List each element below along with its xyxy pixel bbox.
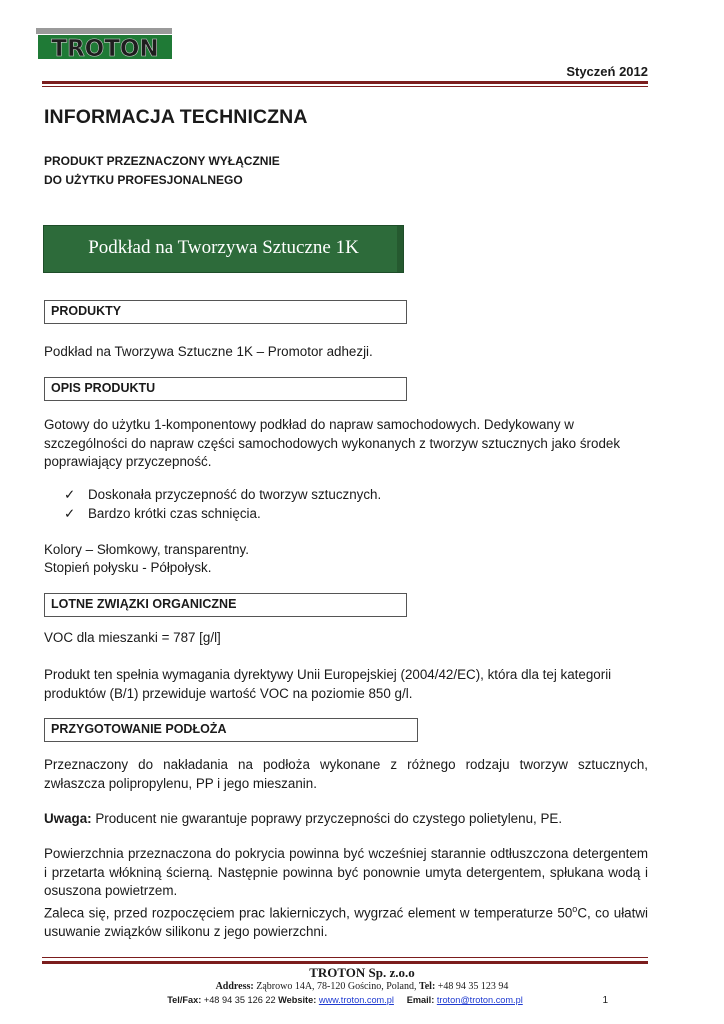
footer-address bbox=[0, 981, 724, 992]
header-rule-thin bbox=[42, 86, 648, 87]
colors-text: Kolory – Słomkowy, transparentny. bbox=[44, 542, 249, 557]
troton-logo bbox=[36, 26, 176, 62]
pro-note-line-1: PRODUKT PRZEZNACZONY WYŁĄCZNIE bbox=[44, 154, 280, 168]
section-heading-opis-produktu: OPIS PRODUKTU bbox=[44, 377, 407, 401]
page-number: 1 bbox=[602, 995, 608, 1006]
troton-logo-graphic bbox=[36, 26, 176, 62]
voc-text: Produkt ten spełnia wymagania dyrektywy Unii Europejskiej (2004/42/EC), która dla tej kategorii produktów (B/1) przewiduje wartość VOC na poziomie 850 g/l. bbox=[44, 667, 612, 701]
email-label: Email: bbox=[406, 995, 435, 1005]
podloze-text-2: Powierzchnia przeznaczona do pokrycia powinna być wcześniej starannie odtłuszczona detergentem i przetarta włókniną ścierną. Następnie powinna być ponownie umyta detergentem, spłukana wodą i osuszona powietrzem. bbox=[44, 846, 648, 899]
feature-text: Doskonała przyczepność do tworzyw sztucznych. bbox=[88, 487, 382, 502]
podloze-text-3b: C, co ułatwi usuwanie związków silikonu z jego powierzchni. bbox=[44, 905, 648, 940]
list-item bbox=[64, 505, 624, 524]
section-heading-voc: LOTNE ZWIĄZKI ORGANICZNE bbox=[44, 593, 407, 617]
podloze-text-3 bbox=[44, 900, 648, 942]
warning-text: Producent nie gwarantuje poprawy przyczepności do czystego polietylenu, PE. bbox=[91, 811, 563, 826]
website-link[interactable]: www.troton.com.pl bbox=[318, 995, 394, 1005]
telfax-label: Tel/Fax: bbox=[167, 995, 202, 1005]
podloze-text-1: Przeznaczony do nakładania na podłoża wykonane z różnego rodzaju tworzyw sztucznych, zwłaszcza polipropylenu, PP i jego mieszanin. bbox=[44, 757, 648, 791]
product-name-banner bbox=[43, 225, 404, 273]
footer-contact bbox=[0, 995, 690, 1005]
section-heading-produkty: PRODUKTY bbox=[44, 300, 407, 324]
voc-mix-text: VOC dla mieszanki = 787 [g/l] bbox=[44, 630, 221, 645]
warning-label: Uwaga: bbox=[44, 811, 92, 826]
telfax-value: +48 94 35 126 22 bbox=[201, 995, 279, 1005]
degree-sup: o bbox=[572, 904, 578, 914]
footer-rule-thin bbox=[42, 957, 648, 958]
header-rule-thick bbox=[42, 81, 648, 84]
podloze-text-3a: Zaleca się, przed rozpoczęciem prac lakierniczych, wygrzać element w temperaturze 50 bbox=[44, 905, 573, 921]
email-link[interactable]: troton@troton.com.pl bbox=[436, 995, 523, 1005]
footer-company: TROTON Sp. z.o.o bbox=[309, 965, 415, 980]
address-label: Address: bbox=[215, 981, 254, 992]
pro-note-line-2: DO UŻYTKU PROFESJONALNEGO bbox=[44, 173, 243, 187]
checkmark-icon: ✓ bbox=[64, 487, 76, 502]
document-date: Styczeń 2012 bbox=[566, 64, 648, 79]
feature-text: Bardzo krótki czas schnięcia. bbox=[88, 505, 261, 521]
produkty-text: Podkład na Tworzywa Sztuczne 1K – Promotor adhezji. bbox=[44, 344, 373, 359]
professional-use-note bbox=[44, 152, 280, 190]
address-value: Ząbrowo 14A, 78-120 Gościno, Poland, bbox=[253, 981, 419, 992]
logo-text: TROTON bbox=[51, 36, 159, 62]
footer-rule-thick bbox=[42, 961, 648, 964]
section-heading-podloze: PRZYGOTOWANIE PODŁOŻA bbox=[44, 718, 418, 742]
opis-text: Gotowy do użytku 1-komponentowy podkład do napraw samochodowych. Dedykowany w szczególności do napraw części samochodowych wykonanych z tworzyw sztucznych jako środek poprawiający przyczepność. bbox=[44, 417, 621, 470]
feature-list bbox=[64, 486, 624, 523]
gloss-text: Stopień połysku - Półpołysk. bbox=[44, 560, 212, 575]
warning-note bbox=[44, 810, 648, 829]
document-title: INFORMACJA TECHNICZNA bbox=[44, 106, 308, 128]
list-item bbox=[64, 486, 624, 505]
tel-value: +48 94 35 123 94 bbox=[435, 981, 509, 992]
product-name: Podkład na Tworzywa Sztuczne 1K bbox=[88, 237, 359, 258]
checkmark-icon: ✓ bbox=[64, 505, 76, 521]
website-label: Website: bbox=[278, 995, 317, 1005]
tel-label: Tel: bbox=[418, 981, 436, 992]
